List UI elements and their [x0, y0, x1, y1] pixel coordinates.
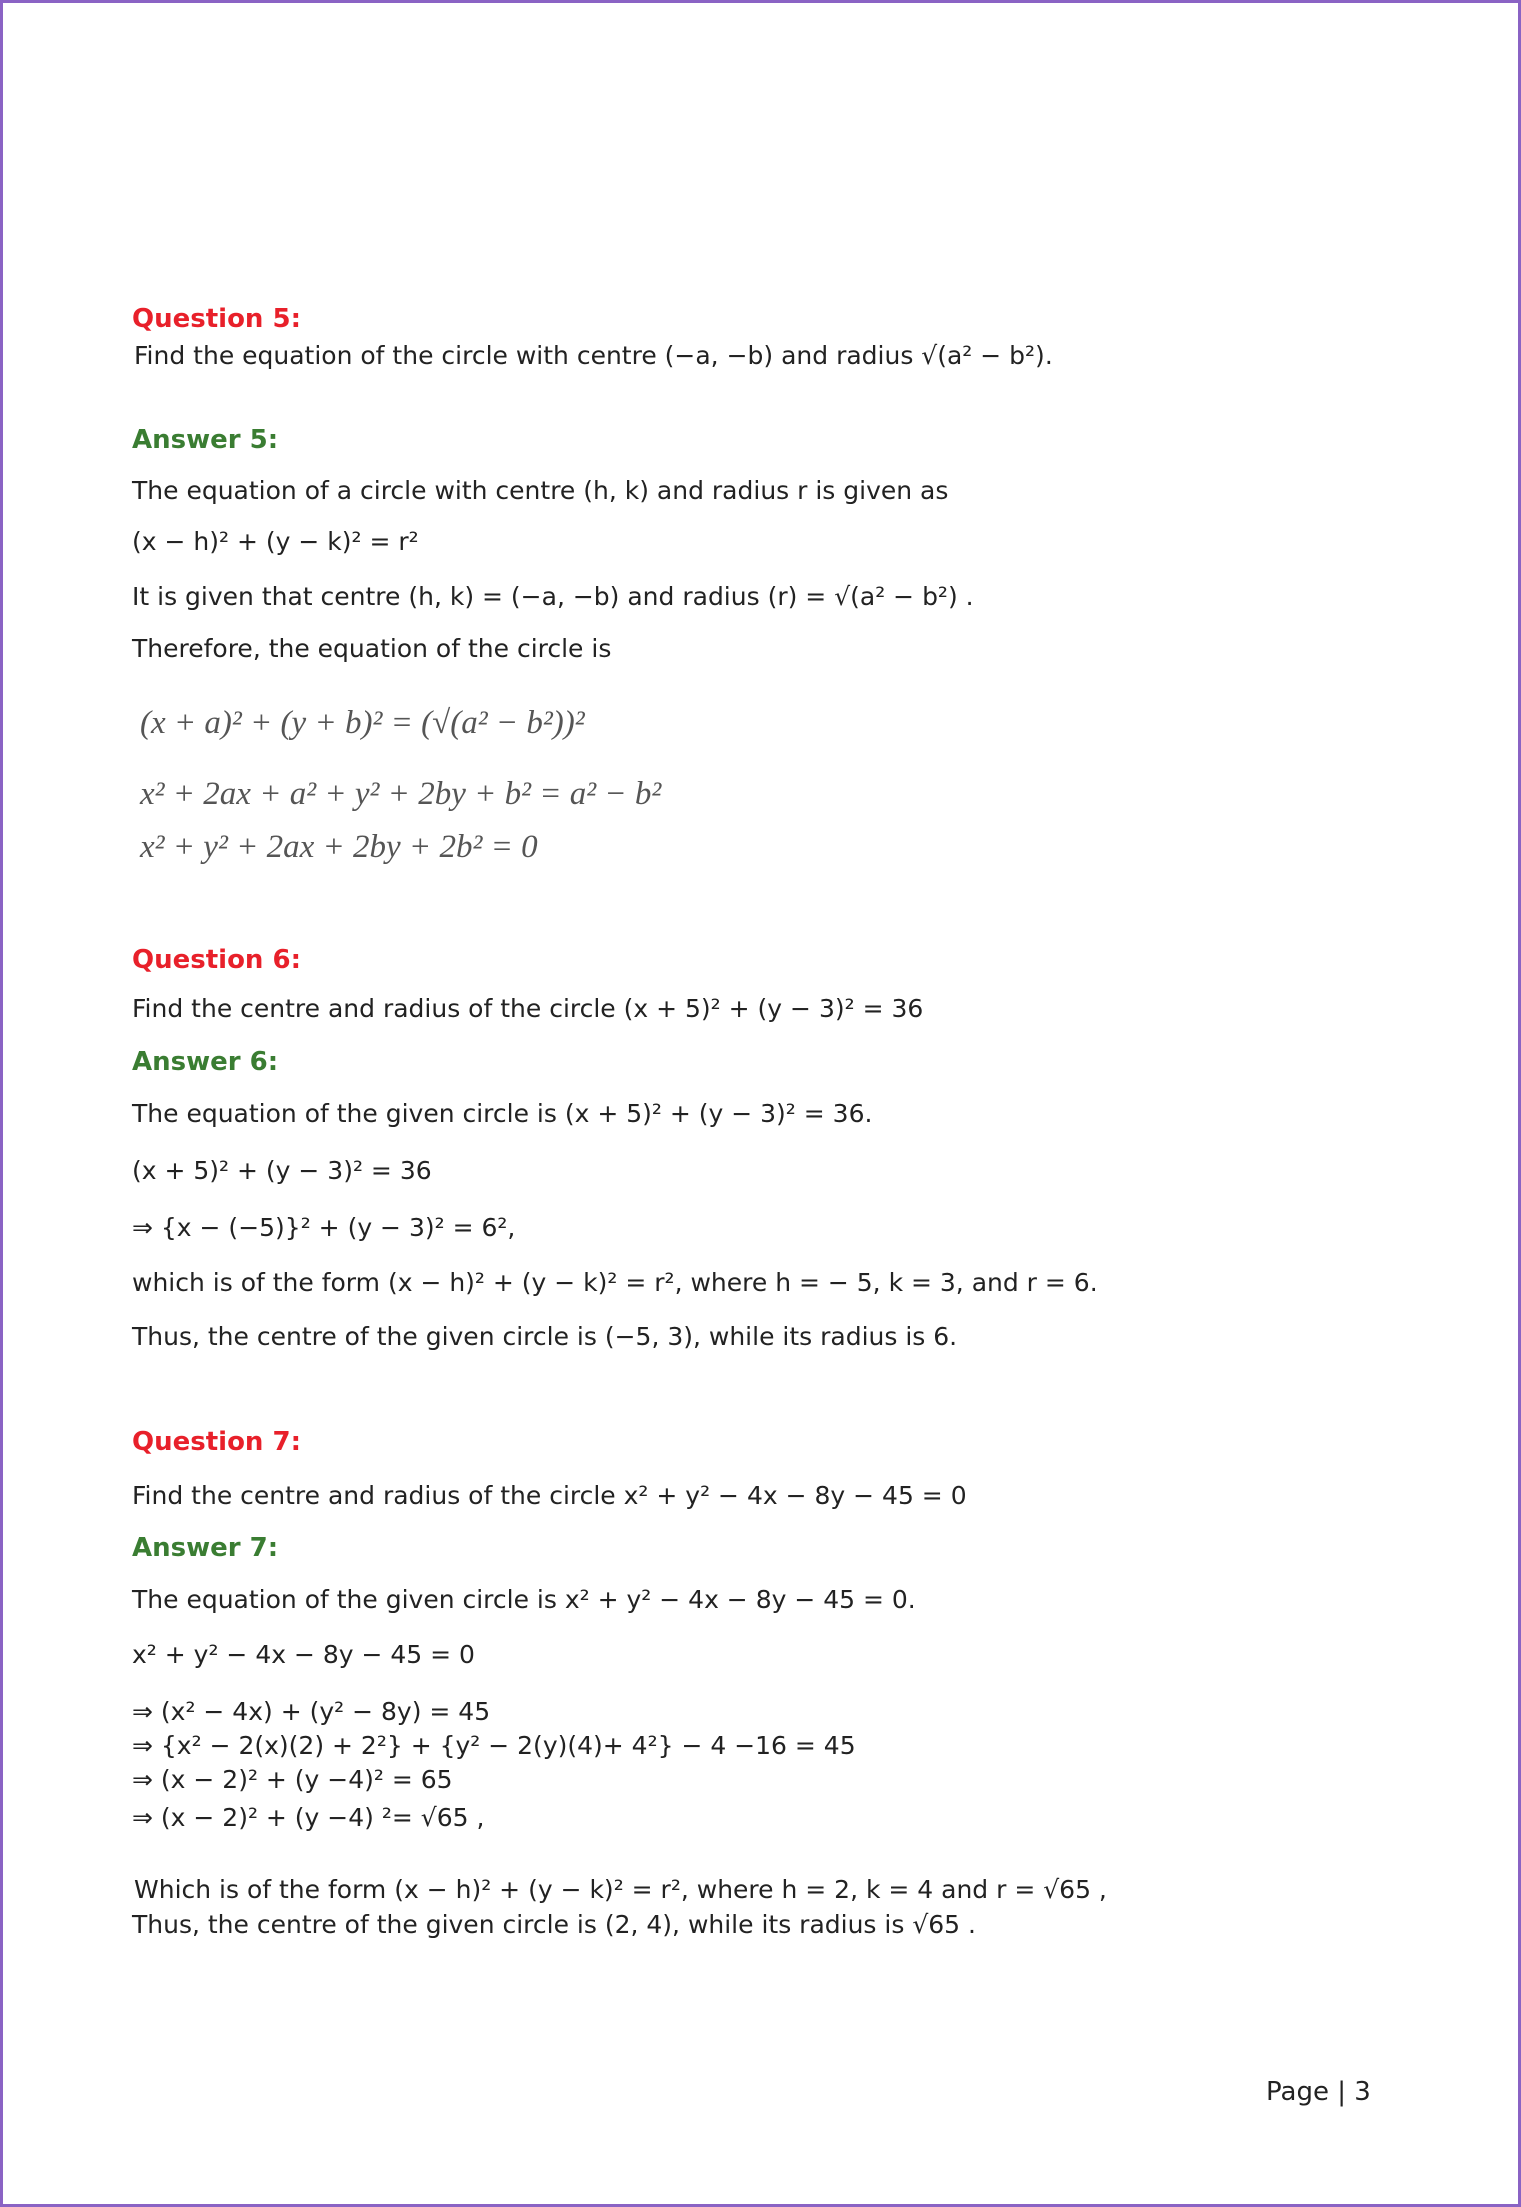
question-6-text: Find the centre and radius of the circle (x + 5)² + (y − 3)² = 36	[132, 994, 924, 1023]
answer-5-line: Therefore, the equation of the circle is	[132, 634, 612, 663]
answer-5-line: The equation of a circle with centre (h, k) and radius r is given as	[132, 476, 949, 505]
answer-5-line: It is given that centre (h, k) = (−a, −b) and radius (r) = √(a² − b²) .	[132, 582, 974, 611]
answer-5-line: (x − h)² + (y − k)² = r²	[132, 527, 419, 556]
question-5-text: Find the equation of the circle with centre (−a, −b) and radius √(a² − b²).	[134, 341, 1053, 370]
answer-6-line: The equation of the given circle is (x + 5)² + (y − 3)² = 36.	[132, 1099, 873, 1128]
answer-5-label: Answer 5:	[132, 425, 279, 455]
answer-5-math: x² + y² + 2ax + 2by + 2b² = 0	[140, 829, 538, 865]
question-5-label: Question 5:	[132, 304, 301, 334]
answer-6-line: (x + 5)² + (y − 3)² = 36	[132, 1156, 432, 1185]
answer-7-line: Thus, the centre of the given circle is (2, 4), while its radius is √65 .	[132, 1910, 976, 1939]
answer-7-label: Answer 7:	[132, 1533, 279, 1563]
answer-5-math: (x + a)² + (y + b)² = (√(a² − b²))²	[140, 705, 585, 741]
question-7-label: Question 7:	[132, 1427, 301, 1457]
answer-7-line: The equation of the given circle is x² + y² − 4x − 8y − 45 = 0.	[132, 1585, 916, 1614]
answer-7-line: ⇒ (x − 2)² + (y −4)² = 65	[132, 1765, 453, 1794]
answer-5-math: x² + 2ax + a² + y² + 2by + b² = a² − b²	[140, 776, 662, 812]
question-7-text: Find the centre and radius of the circle x² + y² − 4x − 8y − 45 = 0	[132, 1481, 967, 1510]
answer-7-line: ⇒ {x² − 2(x)(2) + 2²} + {y² − 2(y)(4)+ 4²} − 4 −16 = 45	[132, 1731, 856, 1760]
answer-7-line: x² + y² − 4x − 8y − 45 = 0	[132, 1640, 475, 1669]
answer-7-line: ⇒ (x − 2)² + (y −4) ²= √65 ,	[132, 1803, 485, 1832]
answer-6-label: Answer 6:	[132, 1047, 279, 1077]
answer-6-line: which is of the form (x − h)² + (y − k)² = r², where h = − 5, k = 3, and r = 6.	[132, 1268, 1098, 1297]
answer-6-line: Thus, the centre of the given circle is (−5, 3), while its radius is 6.	[132, 1322, 958, 1351]
answer-7-line: Which is of the form (x − h)² + (y − k)² = r², where h = 2, k = 4 and r = √65 ,	[134, 1875, 1107, 1904]
answer-7-line: ⇒ (x² − 4x) + (y² − 8y) = 45	[132, 1697, 491, 1726]
page-number: Page | 3	[1266, 2077, 1371, 2107]
answer-6-line: ⇒ {x − (−5)}² + (y − 3)² = 6²,	[132, 1213, 516, 1242]
question-6-label: Question 6:	[132, 945, 301, 975]
